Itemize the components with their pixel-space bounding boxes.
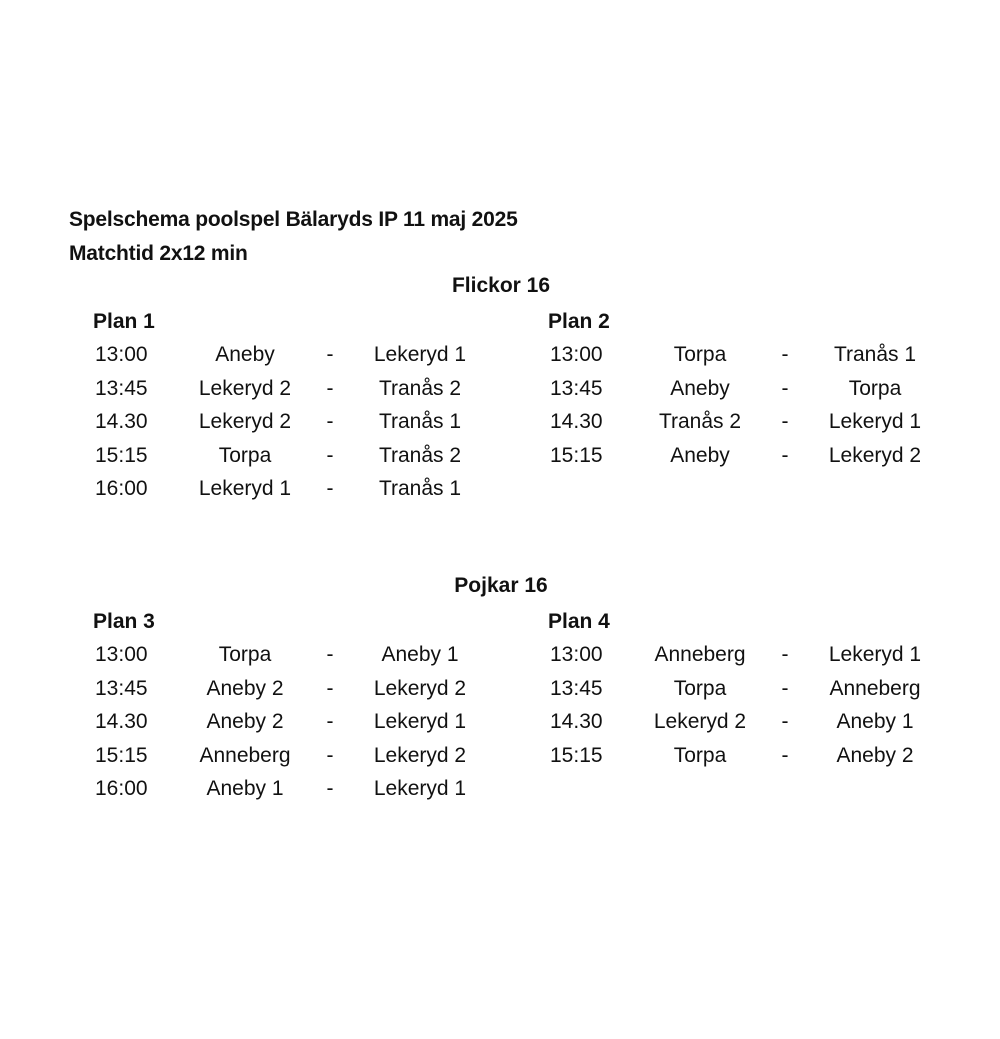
section-title-flickor: Flickor 16	[451, 274, 551, 297]
match-row	[95, 638, 515, 672]
match-time: 13:00	[95, 643, 148, 666]
match-time: 13:45	[95, 376, 148, 400]
match-home: Torpa	[673, 743, 727, 767]
match-home: Lekeryd 2	[198, 376, 292, 400]
match-home: Aneby	[215, 343, 275, 366]
match-time: 14.30	[95, 710, 148, 733]
plan-label: Plan 4	[548, 610, 610, 633]
section-title-pojkar: Pojkar 16	[454, 574, 548, 597]
match-separator: -	[781, 743, 789, 767]
match-time: 15:15	[95, 743, 148, 767]
match-separator: -	[781, 443, 789, 467]
match-separator: -	[326, 777, 334, 800]
match-row	[95, 739, 515, 773]
match-time: 13:45	[95, 676, 148, 700]
match-separator: -	[326, 376, 334, 400]
match-row	[550, 372, 970, 406]
match-away: Anneberg	[829, 676, 921, 700]
match-time: 15:15	[550, 443, 603, 467]
match-row	[95, 338, 515, 372]
match-time: 16:00	[95, 777, 148, 800]
match-home: Aneby	[670, 443, 730, 467]
match-row	[550, 405, 970, 439]
match-separator: -	[326, 443, 334, 467]
match-separator: -	[326, 676, 334, 700]
match-home: Anneberg	[654, 643, 746, 666]
plan-4	[550, 605, 970, 772]
match-time: 13:00	[95, 343, 148, 366]
match-away: Tranås 2	[378, 443, 462, 467]
document-title: Spelschema poolspel Bälaryds IP 11 maj 2025	[69, 208, 518, 231]
match-home: Lekeryd 1	[198, 477, 292, 500]
plan-label: Plan 2	[548, 310, 610, 333]
match-row	[95, 672, 515, 706]
match-away: Lekeryd 1	[828, 410, 922, 433]
match-home: Aneby 2	[206, 676, 284, 700]
match-away: Tranås 1	[378, 477, 462, 500]
match-row	[95, 772, 515, 806]
match-home: Torpa	[673, 676, 727, 700]
match-home: Lekeryd 2	[198, 410, 292, 433]
match-away: Lekeryd 1	[828, 643, 922, 666]
match-home: Anneberg	[199, 743, 291, 767]
match-row	[550, 439, 970, 473]
match-row	[550, 338, 970, 372]
match-separator: -	[781, 643, 789, 666]
match-away: Lekeryd 1	[373, 777, 467, 800]
match-row	[95, 405, 515, 439]
match-home: Torpa	[218, 443, 272, 467]
match-separator: -	[326, 477, 334, 500]
match-separator: -	[781, 410, 789, 433]
plan-label: Plan 1	[93, 310, 155, 333]
match-away: Lekeryd 2	[373, 743, 467, 767]
match-row	[95, 372, 515, 406]
plan-label: Plan 3	[93, 610, 155, 633]
match-away: Tranås 2	[378, 376, 462, 400]
match-home: Tranås 2	[658, 410, 742, 433]
match-row	[95, 472, 515, 506]
match-home: Torpa	[218, 643, 272, 666]
plan-3	[95, 605, 515, 806]
match-separator: -	[326, 410, 334, 433]
match-time: 13:45	[550, 376, 603, 400]
match-time: 13:45	[550, 676, 603, 700]
match-separator: -	[781, 710, 789, 733]
match-away: Aneby 1	[381, 643, 459, 666]
match-away: Lekeryd 1	[373, 343, 467, 366]
match-row	[550, 638, 970, 672]
match-home: Torpa	[673, 343, 727, 366]
match-duration: Matchtid 2x12 min	[69, 242, 248, 265]
match-away: Torpa	[848, 376, 902, 400]
match-separator: -	[326, 743, 334, 767]
match-away: Tranås 1	[378, 410, 462, 433]
match-home: Aneby	[670, 376, 730, 400]
match-separator: -	[781, 343, 789, 366]
match-time: 14.30	[550, 710, 603, 733]
match-time: 14.30	[550, 410, 603, 433]
match-separator: -	[781, 676, 789, 700]
match-row	[550, 672, 970, 706]
match-time: 13:00	[550, 643, 603, 666]
match-row	[550, 739, 970, 773]
match-time: 15:15	[550, 743, 603, 767]
match-separator: -	[781, 376, 789, 400]
match-away: Lekeryd 1	[373, 710, 467, 733]
match-away: Tranås 1	[833, 343, 917, 366]
match-away: Aneby 1	[836, 710, 914, 733]
match-away: Aneby 2	[836, 743, 914, 767]
match-time: 16:00	[95, 477, 148, 500]
match-away: Lekeryd 2	[373, 676, 467, 700]
match-time: 13:00	[550, 343, 603, 366]
match-separator: -	[326, 643, 334, 666]
match-time: 14.30	[95, 410, 148, 433]
match-row	[95, 705, 515, 739]
match-home: Lekeryd 2	[653, 710, 747, 733]
plan-2	[550, 305, 970, 472]
match-row	[550, 705, 970, 739]
plan-1	[95, 305, 515, 506]
match-time: 15:15	[95, 443, 148, 467]
match-home: Aneby 2	[206, 710, 284, 733]
match-row	[95, 439, 515, 473]
match-separator: -	[326, 343, 334, 366]
match-separator: -	[326, 710, 334, 733]
match-home: Aneby 1	[206, 777, 284, 800]
match-away: Lekeryd 2	[828, 443, 922, 467]
